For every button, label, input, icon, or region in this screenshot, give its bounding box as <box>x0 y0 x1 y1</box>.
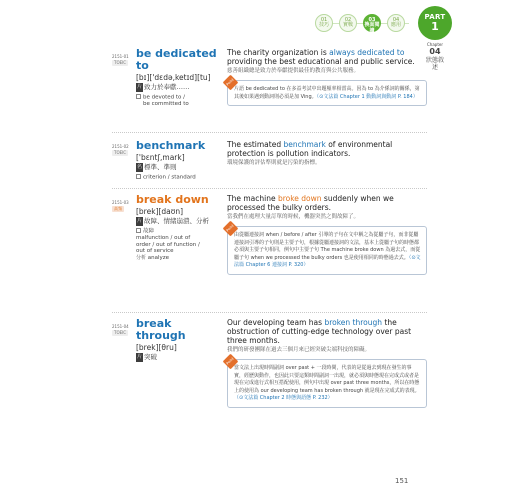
pos-badge: 片 <box>137 354 143 360</box>
pronunciation: ['bɛntʃ,mark] <box>136 153 185 162</box>
step-01: 01 技巧 <box>315 14 333 32</box>
translation: 環境保護的評估準則就是污染的指標。 <box>227 160 321 166</box>
synonyms: 故障 malfunction / out of order / out of function / out of service 分析 analyze <box>136 228 200 261</box>
headword: be dedicated to <box>136 47 217 72</box>
point-ribbon-icon: Point <box>223 221 239 237</box>
example-sentence: The estimated benchmark of environmental protection is pollution indicators. <box>227 140 393 158</box>
synonyms: be devoted to / be committed to <box>136 94 221 108</box>
dictionary-page <box>112 0 517 500</box>
pos-badge: 片 <box>137 218 143 224</box>
entry-headword-block <box>136 140 221 181</box>
divider <box>112 132 427 133</box>
example-sentence: The machine broke down suddenly when we processed the bulky orders. <box>227 194 394 212</box>
step-04: 04 應用 <box>387 14 405 32</box>
definition: 片 突破 <box>137 353 158 361</box>
headword: break down <box>136 193 209 206</box>
chapter-marker: Chapter 04 狀態敘述 <box>425 42 444 71</box>
page-number: 151 <box>395 477 409 485</box>
entry-example-block <box>227 140 427 167</box>
translation: 當我們在處理大量訂單的時候，機器突然之間故障了。 <box>227 214 360 220</box>
headword: break through <box>136 317 186 342</box>
step-02: 02 實戰 <box>339 14 357 32</box>
point-note: Point 由從屬連接詞 when / before / after 引導的子句在文中稱之為從屬子句，而非從屬連接詞引導的子句則是主要子句，根據從屬連接詞的文法，基本上從屬子句的時態都必須與主要子句相同，例句中主要子句 The machine broke down 為過去式，而從屬子句 when we processed the bulky orders 也是使用相同的時態過去式。（⊙文法篇 Chapter 6 連接詞 P. 320） <box>227 226 427 275</box>
divider <box>112 188 427 189</box>
entry-meta: 2151-04 TOEIC <box>112 324 129 335</box>
pronunciation: [bɪ]['dɛdə,ketɪd][tu] <box>136 73 211 82</box>
translation: 我們的研發團隊在過去三個月來已經突破尖端科技的障礙。 <box>227 347 371 353</box>
definition: 片 致力於奉獻…… <box>137 83 190 91</box>
entry-break-through <box>112 316 427 466</box>
point-note: Point 當文法上出現時間副詞 over past + 一段時間，代表的是從過去到現在發生的事實，經歷與動作，也因此只要這類時間副詞一出現，就必須與時態現在完成式或者是現在完成進行式相互搭配使用，例句中出現 over past three months，所以在時態上的使用為 our developing team has broken through 就是現在完成式的表現。（⊙文法篇 Chapter 2 時態與語態 P. 232） <box>227 359 427 408</box>
pronunciation: [brek][θru] <box>136 343 177 352</box>
point-note: Point 片語 be dedicated to 在多益考試中出題頻率相當高。因為 to 為介係詞的關係，第其後如果遇到動詞則必須是加 Ving。（⊙文法篇 Chapter 1 動動詞與動詞 P. 184） <box>227 80 427 106</box>
entry-meta: 2151-03 高頻 <box>112 200 129 211</box>
example-sentence: Our developing team has broken through the obstruction of cutting-edge technology over past three months. <box>227 318 412 345</box>
entry-headword-block <box>136 318 221 362</box>
translation: 慈善組織總是致力於奉獻提供最佳的教育與公共服務。 <box>227 68 360 74</box>
definition: 片 故障、情緒崩潰、分析 <box>137 217 210 225</box>
checkbox-icon <box>136 228 141 233</box>
checkbox-icon <box>136 174 141 179</box>
definition: 名 標準、準則 <box>137 163 177 171</box>
part-badge: PART 1 <box>418 6 452 40</box>
pronunciation: [brek][daʊn] <box>136 207 184 216</box>
step-03: 03 換面閱讀 <box>363 14 381 32</box>
entry-meta: 2151-02 TOEIC <box>112 144 129 155</box>
entry-headword-block <box>136 48 221 108</box>
entry-meta: 2151-01 TOEIC <box>112 54 129 65</box>
entry-example-block <box>227 318 427 408</box>
checkbox-icon <box>136 94 141 99</box>
point-ribbon-icon: Point <box>223 354 239 370</box>
entry-break-down <box>112 192 427 304</box>
entry-headword-block <box>136 194 221 261</box>
divider <box>112 312 427 313</box>
pos-badge: 名 <box>137 164 143 170</box>
pos-badge: 片 <box>137 84 143 90</box>
headword: benchmark <box>136 139 206 152</box>
entry-example-block <box>227 48 427 106</box>
entry-example-block <box>227 194 427 275</box>
example-sentence: The charity organization is always dedicated to providing the best educational and public service. <box>227 48 415 66</box>
entry-benchmark <box>112 136 427 184</box>
point-ribbon-icon: Point <box>223 75 239 91</box>
synonyms: criterion / standard <box>136 174 221 181</box>
